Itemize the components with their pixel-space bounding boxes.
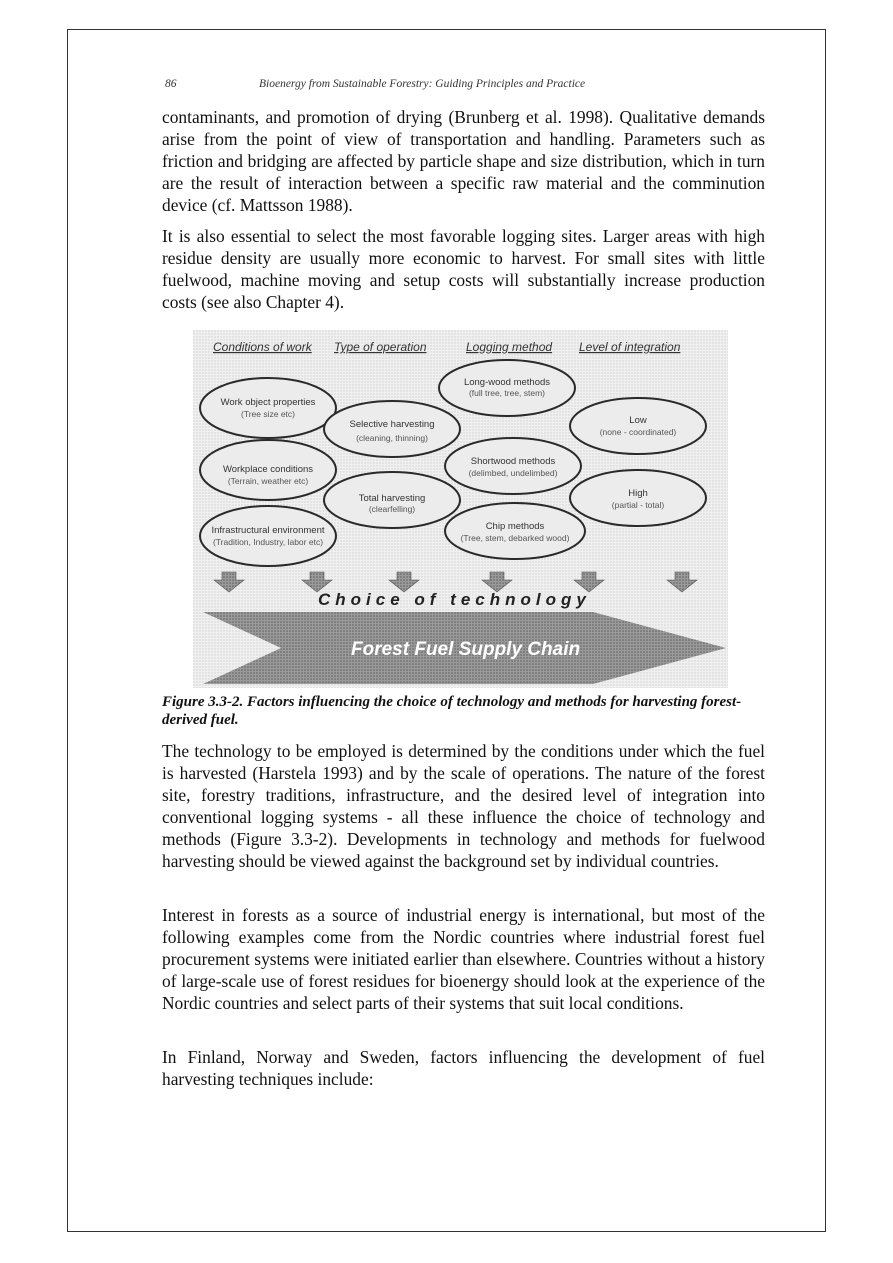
node-title: Selective harvesting (349, 419, 435, 430)
node-chip-methods (445, 503, 585, 559)
node-title: Shortwood methods (470, 456, 556, 467)
figure-diagram (193, 330, 728, 688)
node-workplace-conditions (200, 440, 336, 500)
choice-of-technology-label: Choice of technology (318, 590, 591, 609)
node-title: Chip methods (485, 521, 545, 532)
node-long-wood-methods (439, 360, 575, 416)
running-title: Bioenergy from Sustainable Forestry: Guiding Principles and Practice (259, 78, 586, 90)
node-subtitle: (none - coordinated) (599, 427, 677, 437)
node-subtitle: (delimbed, undelimbed) (468, 468, 558, 478)
paragraph-2: It is also essential to select the most favorable logging sites. Larger areas with high residue density are usually more economic to harvest. For small sites with little fuelwood, machine moving and setup costs will substantially increase production costs (see also Chapter 4). (162, 226, 765, 312)
node-selective-harvesting (324, 401, 460, 457)
column-level-of-integration: Level of integration (579, 340, 681, 354)
paragraph-4: Interest in forests as a source of industrial energy is international, but most of the following examples come from the Nordic countries where industrial forest fuel procurement systems were initiated earlier than elsewhere. Countries without a history of large-scale use of forest residues for bioenergy should look at the experience of the Nordic countries and select parts of their systems that suit local conditions. (162, 905, 765, 1013)
node-subtitle: (Terrain, weather etc) (227, 476, 309, 486)
node-subtitle: (clearfelling) (368, 504, 416, 514)
node-shortwood-methods (445, 438, 581, 494)
node-infrastructural-environment (200, 506, 336, 566)
node-subtitle: (Tree, stem, debarked wood) (460, 533, 570, 543)
node-subtitle: (Tree size etc) (240, 409, 296, 419)
node-title: Infrastructural environment (211, 525, 325, 536)
paragraph-3: The technology to be employed is determined by the conditions under which the fuel is harvested (Harstela 1993) and by the scale of operations. The nature of the forest site, forestry traditions, infrastructure, and the desired level of integration into conventional logging systems - all these influence the choice of technology and methods (Figure 3.3-2). Developments in technology and methods for fuelwood harvesting should be viewed against the background set by individual countries. (162, 741, 765, 871)
node-title: Work object properties (220, 397, 316, 408)
node-title: High (628, 488, 648, 499)
node-work-object-properties (200, 378, 336, 438)
figure-caption: Figure 3.3-2. Factors influencing the choice of technology and methods for harvesting forest-derived fuel. (162, 694, 742, 728)
column-conditions-of-work: Conditions of work (213, 340, 312, 354)
page-number: 86 (165, 78, 177, 90)
node-title: Long-wood methods (463, 377, 551, 388)
node-total-harvesting (324, 472, 460, 528)
node-title: Workplace conditions (222, 464, 314, 475)
node-high-integration (570, 470, 706, 526)
node-subtitle: (partial - total) (611, 500, 665, 510)
node-subtitle: (Tradition, Industry, labor etc) (212, 537, 324, 547)
node-subtitle: (full tree, tree, stem) (468, 388, 546, 398)
supply-chain-label: Forest Fuel Supply Chain (351, 639, 581, 660)
node-subtitle: (cleaning, thinning) (356, 433, 428, 443)
node-low-integration (570, 398, 706, 454)
column-type-of-operation: Type of operation (334, 340, 427, 354)
paragraph-1: contaminants, and promotion of drying (Brunberg et al. 1998). Qualitative demands arise from the point of view of transportation and handling. Parameters such as friction and bridging are affected by particle shape and size distribution, which in turn are the result of interaction between a specific raw material and the comminution device (cf. Mattsson 1988). (162, 107, 765, 215)
node-title: Low (629, 415, 647, 426)
column-logging-method: Logging method (466, 340, 553, 354)
node-title: Total harvesting (358, 493, 426, 504)
paragraph-5: In Finland, Norway and Sweden, factors influencing the development of fuel harvesting techniques include: (162, 1047, 765, 1089)
